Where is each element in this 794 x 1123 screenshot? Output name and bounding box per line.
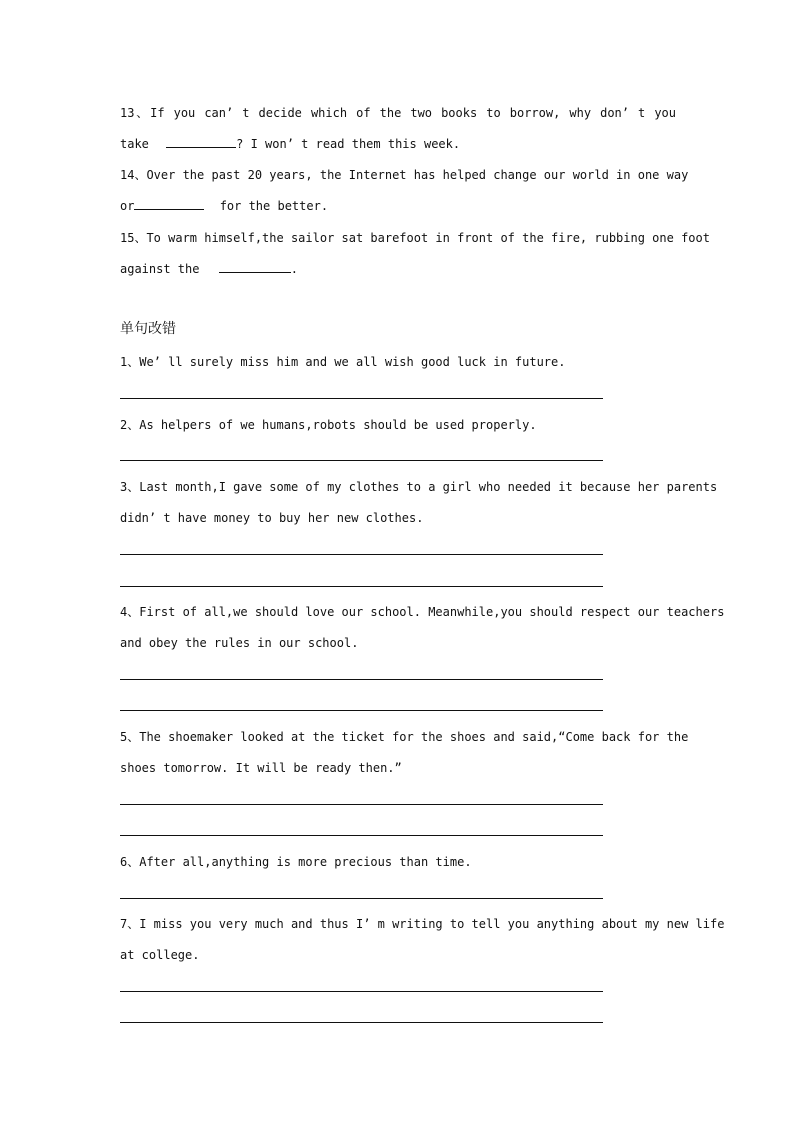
section-title: 单句改错 [120, 321, 176, 337]
question-15-suffix: . [290, 262, 298, 276]
correction-3-line-1: 3、Last month,I gave some of my clothes to a girl who needed it because her parents [120, 480, 718, 494]
correction-7-line-1: 7、I miss you very much and thus I’ m writing to tell you anything about my new life [120, 917, 725, 931]
question-14-line-2 [120, 198, 676, 214]
correction-1-line-1: 1、We’ ll surely miss him and we all wish good luck in future. [120, 355, 566, 369]
correction-5-line-1: 5、The shoemaker looked at the ticket for the shoes and said,“Come back for the [120, 730, 689, 744]
question-13-blank[interactable] [166, 136, 236, 148]
correction-7-answer-line-1[interactable] [120, 991, 603, 992]
correction-4-line-2: and obey the rules in our school. [120, 636, 359, 650]
correction-4-line-1: 4、First of all,we should love our school. Meanwhile,you should respect our teachers [120, 605, 725, 619]
correction-5-line-2: shoes tomorrow. It will be ready then.” [120, 761, 402, 775]
question-15-blank[interactable] [219, 261, 291, 273]
question-15-line-2 [120, 261, 676, 277]
question-13-suffix: ? I won’ t read them this week. [236, 137, 461, 151]
correction-1-answer-line[interactable] [120, 398, 603, 399]
question-13-line-1: 13、If you can’ t decide which of the two books to borrow, why don’ t you [120, 106, 676, 120]
question-14-suffix: for the better. [219, 199, 329, 213]
correction-4-answer-line-2[interactable] [120, 710, 603, 711]
correction-5-answer-line-1[interactable] [120, 804, 603, 805]
correction-2-answer-line[interactable] [120, 460, 603, 461]
question-14-prefix: or [120, 199, 135, 213]
question-15-prefix: against the [120, 262, 200, 276]
correction-6-line-1: 6、After all,anything is more precious than time. [120, 855, 472, 869]
correction-5-answer-line-2[interactable] [120, 835, 603, 836]
question-14-line-1: 14、Over the past 20 years, the Internet has helped change our world in one way [120, 168, 689, 182]
correction-4-answer-line-1[interactable] [120, 679, 603, 680]
correction-3-answer-line-2[interactable] [120, 586, 603, 587]
correction-3-answer-line-1[interactable] [120, 554, 603, 555]
question-14-blank[interactable] [134, 198, 204, 210]
question-15-line-1: 15、To warm himself,the sailor sat barefoot in front of the fire, rubbing one foot [120, 231, 710, 245]
correction-7-answer-line-2[interactable] [120, 1022, 603, 1023]
correction-6-answer-line[interactable] [120, 898, 603, 899]
correction-2-line-1: 2、As helpers of we humans,robots should be used properly. [120, 418, 537, 432]
question-13-prefix: take [120, 137, 149, 151]
question-13-line-2 [120, 136, 676, 152]
correction-7-line-2: at college. [120, 948, 200, 962]
correction-3-line-2: didn’ t have money to buy her new clothes. [120, 511, 424, 525]
